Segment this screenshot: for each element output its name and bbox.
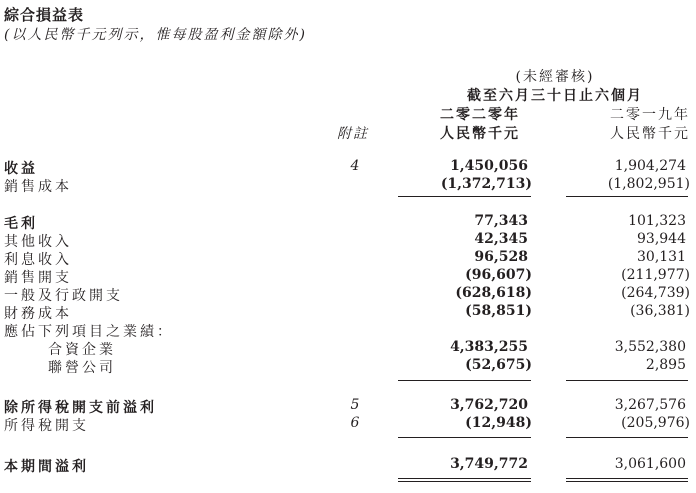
value-2019: (1,802,951) xyxy=(607,176,690,192)
table-row xyxy=(0,231,696,249)
table-row xyxy=(0,415,696,433)
value-2019: 30,131 xyxy=(637,249,686,265)
row-label: 除所得稅開支前溢利 xyxy=(4,400,157,416)
row-note: 4 xyxy=(350,158,360,174)
row-label: 本期間溢利 xyxy=(4,459,89,475)
unit-2020-header: 人民幣千元 xyxy=(440,126,520,142)
row-label: 銷售成本 xyxy=(4,179,72,195)
subtotal-rule xyxy=(398,380,531,381)
value-2019: 101,323 xyxy=(628,213,686,229)
row-label: 財務成本 xyxy=(4,306,72,322)
statement-subtitle: (以人民幣千元列示，惟每股盈利金額除外) xyxy=(4,27,307,43)
value-2019: 3,061,600 xyxy=(614,456,686,472)
value-2020: (628,618) xyxy=(455,285,532,301)
table-row xyxy=(0,249,696,267)
value-2019: 3,552,380 xyxy=(614,339,686,355)
row-label: 銷售開支 xyxy=(4,270,72,286)
total-double-rule xyxy=(398,478,531,479)
row-label: 收益 xyxy=(4,161,38,177)
row-note: 6 xyxy=(350,415,360,431)
value-2019: 2,895 xyxy=(645,357,686,373)
value-2019: (211,977) xyxy=(621,267,690,283)
row-label: 合資企業 xyxy=(48,342,116,358)
note-header: 附註 xyxy=(337,126,369,142)
value-2020: 3,749,772 xyxy=(450,456,528,472)
value-2020: (52,675) xyxy=(465,357,532,373)
year-2020-header: 二零二零年 xyxy=(440,107,520,123)
table-row xyxy=(0,303,696,321)
table-row xyxy=(0,158,696,176)
row-label: 聯營公司 xyxy=(48,360,116,376)
value-2020: (96,607) xyxy=(465,267,532,283)
table-row xyxy=(0,267,696,285)
row-label: 應佔下列項目之業績： xyxy=(4,324,174,340)
value-2020: 4,383,255 xyxy=(450,339,528,355)
subtotal-rule xyxy=(398,437,531,438)
value-2020: 42,345 xyxy=(474,231,528,247)
value-2020: 3,762,720 xyxy=(450,397,528,413)
period-label: 截至六月三十日止六個月 xyxy=(467,88,643,104)
subtotal-rule xyxy=(398,196,531,197)
value-2019: (264,739) xyxy=(621,285,690,301)
subtotal-rule xyxy=(566,437,688,438)
unit-2019-header: 人民幣千元 xyxy=(610,126,690,142)
year-2019-header: 二零一九年 xyxy=(610,107,690,123)
value-2019: 93,944 xyxy=(637,231,686,247)
value-2020: (58,851) xyxy=(465,303,532,319)
value-2019: (205,976) xyxy=(621,415,690,431)
row-label: 一般及行政開支 xyxy=(4,288,123,304)
table-row xyxy=(0,339,696,357)
value-2020: 77,343 xyxy=(474,213,528,229)
table-row xyxy=(0,213,696,231)
value-2020: 96,528 xyxy=(474,249,528,265)
table-row xyxy=(0,397,696,415)
subtotal-rule xyxy=(566,196,688,197)
row-note: 5 xyxy=(350,397,360,413)
total-double-rule xyxy=(566,481,688,482)
value-2019: 3,267,576 xyxy=(614,397,686,413)
value-2020: (12,948) xyxy=(465,415,532,431)
statement-title: 綜合損益表 xyxy=(4,6,85,24)
table-row xyxy=(0,321,696,339)
value-2019: 1,904,274 xyxy=(614,158,686,174)
value-2019: (36,381) xyxy=(630,303,690,319)
unaudited-label: (未經審核) xyxy=(515,69,595,85)
total-double-rule xyxy=(398,481,531,482)
table-row xyxy=(0,285,696,303)
table-row xyxy=(0,357,696,375)
row-label: 其他收入 xyxy=(4,234,72,250)
row-label: 利息收入 xyxy=(4,252,72,268)
row-label: 毛利 xyxy=(4,216,38,232)
value-2020: 1,450,056 xyxy=(450,158,528,174)
value-2020: (1,372,713) xyxy=(440,176,532,192)
total-double-rule xyxy=(566,478,688,479)
row-label: 所得稅開支 xyxy=(4,418,89,434)
table-row xyxy=(0,176,696,194)
table-row xyxy=(0,456,696,474)
subtotal-rule xyxy=(566,380,688,381)
